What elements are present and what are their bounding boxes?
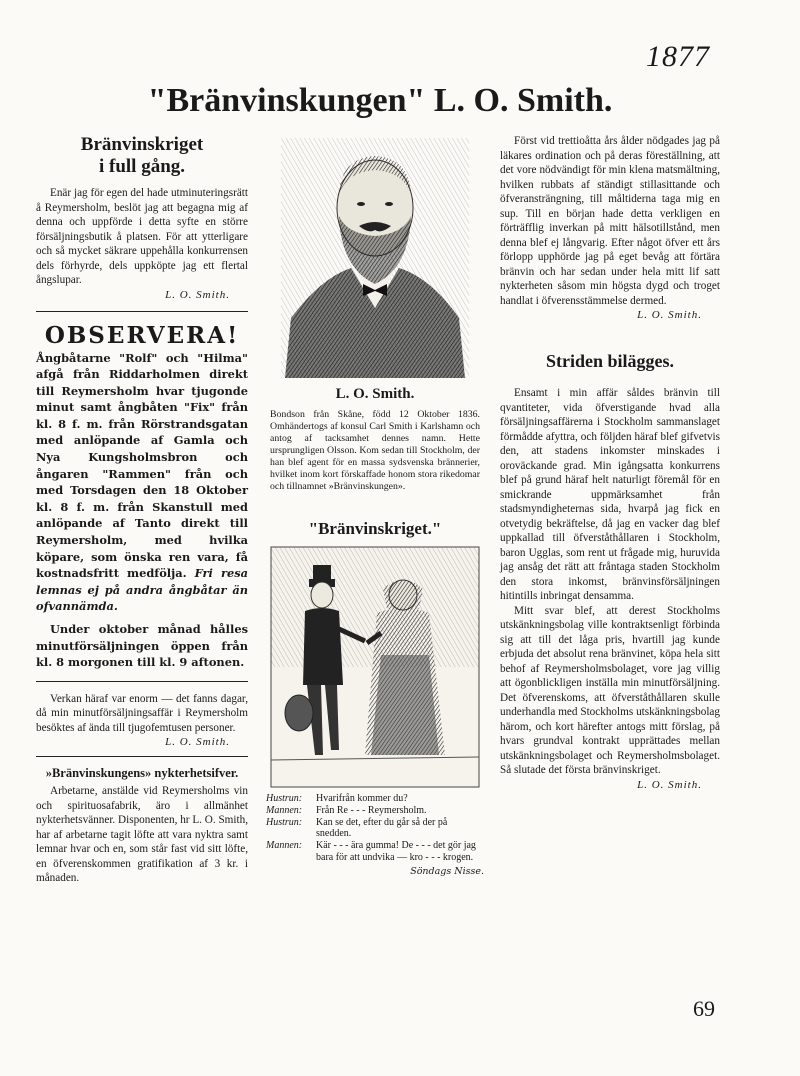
signature: L. O. Smith. bbox=[637, 309, 702, 321]
right-column bbox=[500, 134, 720, 791]
dialog-line: Kan se det, efter du går så der på snedden. bbox=[316, 816, 448, 840]
signature: L. O. Smith. bbox=[637, 778, 702, 791]
portrait-name: L. O. Smith. bbox=[335, 386, 415, 402]
middle-column bbox=[262, 134, 488, 877]
nykter-heading: »Bränvinskungens» nykterhetsifver. bbox=[45, 766, 239, 781]
cartoon-title: "Bränvinskriget." bbox=[308, 519, 442, 538]
striden-paragraph-1: Ensamt i min affär såldes bränvin till qvantiteter, vida öfverstigande hvad alla försäljningsaffärerna i Stockholm sammanslaget förmådde afyttra, och följden häraf blef gifvetvis den, att stadens inkomster minskades i oroväckande grad. Min igångsatta konkurrens blef på grund häraf helt naturligt föremål för en smickrande uppmärksamhet från stadsmyndigheternas sida, hvarpå jag fick en otvetydig bekräftelse, då jag en vacker dag blef uppkallad till öfverståthållaren i Stockholm, baron Ugglas, som rent ut frågade mig, huruvida jag ansåg det rätt att fråntaga staden Stockholm den stora inkomst, bränvinsförsäljningen hitintills inbringat densamma. bbox=[500, 387, 720, 602]
portrait-caption: Bondson från Skåne, född 12 Oktober 1836. Omhändertogs af konsul Carl Smith i Karlshamn och antog af tacksamhet dennes namn. Hette ursprungligen Olsson. Kom sedan till Stockholm, der han blef agent för en massa sydsvenska brännerier, hvilket inom kort förskaffade honom stora rikedomar och tillnamnet »Bränvinskungen». bbox=[270, 409, 480, 492]
dialog-source: Söndags Nisse. bbox=[410, 865, 484, 877]
section-heading-branvinskriget bbox=[36, 134, 248, 178]
dialog-speaker: Mannen: bbox=[266, 840, 303, 852]
observera-italic-note: Fri resa lemnas ej på andra ångbåtar än ofvannämda. bbox=[36, 566, 248, 614]
observera-heading: OBSERVERA! bbox=[44, 321, 240, 349]
dialog-speaker: Hustrun: bbox=[266, 816, 303, 828]
dialog-speaker: Hustrun: bbox=[266, 793, 303, 804]
observera-notice bbox=[36, 350, 248, 616]
cartoon-dialog bbox=[262, 793, 488, 877]
divider bbox=[36, 681, 248, 682]
portrait-engraving bbox=[281, 138, 469, 378]
heading-line-2: i full gång. bbox=[98, 156, 186, 177]
page-title: "Bränvinskungen" L. O. Smith. bbox=[147, 82, 613, 119]
divider bbox=[36, 756, 248, 757]
section-text: Enär jag för egen del hade utminuteringsrätt å Reymersholm, beslöt jag att begagna mig af denna och uppförde i detta syfte en större försäljningsbutik å platsen. För att ytterligare och så mycket säkrare uppehålla konkurrensen dels förhyrde, dels uppköpte jag ett flertal ångslupar. bbox=[36, 187, 248, 286]
striden-heading: Striden bilägges. bbox=[545, 351, 674, 371]
dialog-row bbox=[266, 840, 484, 864]
dialog-line: Kär - - - ära gumma! De - - - det gör jag bara för att undvika — kro - - - krogen. bbox=[316, 840, 476, 863]
observera-text: Ångbåtarne "Rolf" och "Hilma" afgå från Riddarholmen direkt till Reymersholm hvar tjugonde minut samt ångbåten "Fix" från kl. 8 f. m. från Rörstrandsgatan med anlöpande af Gamla och Nya Kungsholmsbron och ångaren "Rammen" från och med Torsdagen den 18 Oktober kl. 8 f. m. från Skanstull med anlöpande af Tanto direkt till Reymersholm, med hvilka köpare, som önska ren vara, få kostnadsfritt medfölja. bbox=[36, 350, 248, 581]
divider bbox=[36, 311, 248, 312]
signature: L. O. Smith. bbox=[165, 736, 230, 749]
left-column bbox=[36, 134, 248, 886]
nykter-text: Arbetarne, anstälde vid Reymersholms vin och spirituosafabrik, äro i allmänhet nykterhetsvänner. Disponenten, hr L. O. Smith, har af arbetarne tagit löfte att vara nyktra samt lemnar hvar och en, som står fast vid sitt löfte, en öfverenskommen gratifikation af 3 kr. i månaden. bbox=[36, 785, 248, 885]
intro-text: Först vid trettioåtta års ålder nödgades jag på läkares ordination och på deras föreställning, att det vore nödvändigt för min klena matsmältning, hvilken rubbats af ständigt stillasittande och öfveransträngning, till måltiderna taga mig en sup. Till en början hade detta verkligen en förträfflig inverkan på mitt hälsotillstånd, men denna blef ej långvarig. Efter något öfver ett års förlopp upphörde jag på eget bevåg att förtära bränvin och har sedan under hela mitt lif satt nykterheten såsom min högsta dygd och troget handlat i öfverensstämmelse dermed. bbox=[500, 135, 720, 307]
heading-line-1: Bränvinskriget bbox=[80, 134, 204, 155]
year-label: 1877 bbox=[646, 40, 710, 73]
dialog-line: Från Re - - - Reymersholm. bbox=[316, 804, 427, 816]
dialog-speaker: Mannen: bbox=[266, 804, 303, 816]
signature: L. O. Smith. bbox=[165, 288, 230, 301]
page-number: 69 bbox=[693, 996, 715, 1021]
dialog-row bbox=[266, 793, 484, 805]
dialog-row bbox=[266, 817, 484, 841]
dialog-line: Hvarifrån kommer du? bbox=[316, 793, 408, 804]
cartoon-illustration bbox=[269, 545, 481, 789]
verkan-text: Verkan häraf var enorm — det fanns dagar, då min minutförsäljningsaffär i Reymersholm besöktes af ända till tjugofemtusen personer. bbox=[36, 692, 248, 734]
striden-paragraph-2: Mitt svar blef, att derest Stockholms utskänkningsbolag ville kontraktsenligt förbinda sig att till det låga pris, hvartill jag kunde erbjuda det absolut rena bränvinet, köpa hela sitt behof af Reymersholmsbolaget, vore jag villig att ögonblickligen inställa min minutförsäljning. Det öfverenskoms, att öfverståthållaren skulle underhandla med Stockholms utskänkningsbolag härom, och kort härefter antogs mitt förslag, på hvars grundval kontrakt upprättades mellan utskänkningsbolaget och Reymersholmsbolaget. Så slutade det första bränvinskriget. bbox=[500, 604, 720, 776]
observera-hours: Under oktober månad hålles minutförsäljningen öppen från kl. 8 morgonen till kl. 9 aftonen. bbox=[36, 622, 248, 670]
dialog-row bbox=[266, 805, 484, 817]
